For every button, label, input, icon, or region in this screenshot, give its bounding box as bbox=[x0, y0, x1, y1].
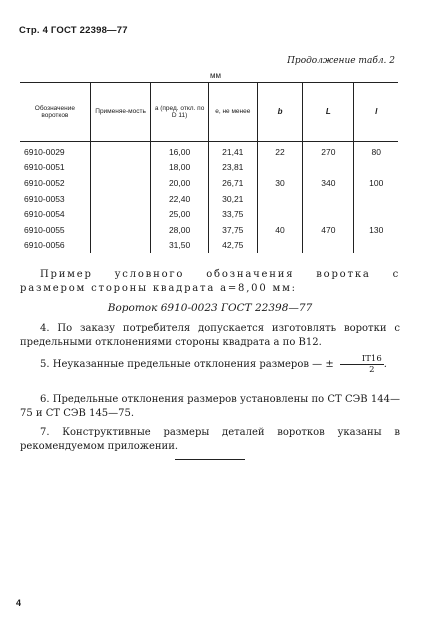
table-header-row bbox=[20, 83, 398, 142]
header-e: e, не менее bbox=[208, 83, 257, 142]
cell-e: 42,75 bbox=[208, 238, 257, 254]
designation-example-text: Пример условного обозначения воротка с размером стороны квадрата а=8,00 мм: bbox=[20, 269, 400, 294]
paragraph-5: 5. Неуказанные предельные отклонения размеров — ± $\frac{IT16}{2}$ . bbox=[40, 354, 387, 375]
cell-a: 28,00 bbox=[151, 222, 208, 238]
cell-a: 22,40 bbox=[151, 191, 208, 207]
cell-l: 130 bbox=[354, 206, 398, 253]
cell-code: 6910-0052 bbox=[24, 177, 65, 188]
cell-e: 23,81 bbox=[208, 160, 257, 176]
header-use: Применяе-мость bbox=[90, 83, 151, 142]
cell-a: 20,00 bbox=[151, 175, 208, 191]
fraction-denominator: 2 bbox=[369, 365, 375, 375]
cell-use bbox=[90, 175, 151, 191]
cell-code: 6910-0055 bbox=[24, 224, 65, 235]
page-number: 4 bbox=[16, 598, 22, 608]
cell-code: 6910-0051 bbox=[24, 162, 65, 173]
cell-e: 21,41 bbox=[208, 142, 257, 160]
cell-code: 6910-0054 bbox=[24, 209, 65, 220]
page-header: Стр. 4 ГОСТ 22398—77 bbox=[19, 25, 128, 36]
cell-e: 30,21 bbox=[208, 191, 257, 207]
cell-code: 6910-0053 bbox=[24, 193, 65, 204]
fraction-numerator: IT16 bbox=[340, 354, 384, 365]
cell-use bbox=[90, 142, 151, 160]
paragraph-5-text: 5. Неуказанные предельные отклонения размеров — ± bbox=[40, 359, 334, 370]
paragraph-7: 7. Конструктивные размеры деталей воротков указаны в рекомендуемом приложении. bbox=[20, 427, 400, 452]
cell-l: 80 bbox=[354, 142, 398, 160]
dimensions-table bbox=[20, 82, 398, 253]
cell-use bbox=[90, 222, 151, 238]
cell-e: 37,75 bbox=[208, 222, 257, 238]
cell-l: 100 bbox=[354, 160, 398, 207]
cell-use bbox=[90, 191, 151, 207]
cell-use bbox=[90, 206, 151, 222]
cell-L: 270 bbox=[303, 142, 354, 160]
table-row bbox=[20, 142, 398, 160]
cell-L: 470 bbox=[303, 206, 354, 253]
cell-code: 6910-0029 bbox=[24, 146, 65, 157]
cell-a: 18,00 bbox=[151, 160, 208, 176]
paragraph-4: 4. По заказу потребителя допускается изготовлять воротки с предельными отклонениями стороны квадрата а по В12. bbox=[20, 323, 400, 348]
header-b: b bbox=[257, 83, 302, 142]
designation-example: Вороток 6910-0023 ГОСТ 22398—77 bbox=[107, 302, 313, 314]
table-row bbox=[20, 160, 398, 176]
header-code: Обозначение воротков bbox=[20, 83, 90, 142]
cell-code: 6910-0056 bbox=[24, 240, 65, 251]
cell-b: 30 bbox=[257, 160, 302, 207]
cell-a: 16,00 bbox=[151, 142, 208, 160]
cell-use bbox=[90, 238, 151, 254]
header-a: а (пред. откл. по D 11) bbox=[151, 83, 208, 142]
unit-label: мм bbox=[210, 71, 221, 80]
cell-a: 25,00 bbox=[151, 206, 208, 222]
section-divider bbox=[175, 459, 245, 460]
cell-L: 340 bbox=[303, 160, 354, 207]
cell-b: 22 bbox=[257, 142, 302, 160]
fraction bbox=[340, 354, 384, 375]
paragraph-6: 6. Предельные отклонения размеров установлены по СТ СЭВ 144—75 и СТ СЭВ 145—75. bbox=[20, 394, 400, 419]
cell-use bbox=[90, 160, 151, 176]
cell-b: 40 bbox=[257, 206, 302, 253]
cell-e: 26,71 bbox=[208, 175, 257, 191]
header-l: l bbox=[354, 83, 398, 142]
table-row bbox=[20, 206, 398, 222]
cell-e: 33,75 bbox=[208, 206, 257, 222]
header-L: L bbox=[303, 83, 354, 142]
table-continuation-label: Продолжение табл. 2 bbox=[287, 56, 395, 66]
cell-a: 31,50 bbox=[151, 238, 208, 254]
